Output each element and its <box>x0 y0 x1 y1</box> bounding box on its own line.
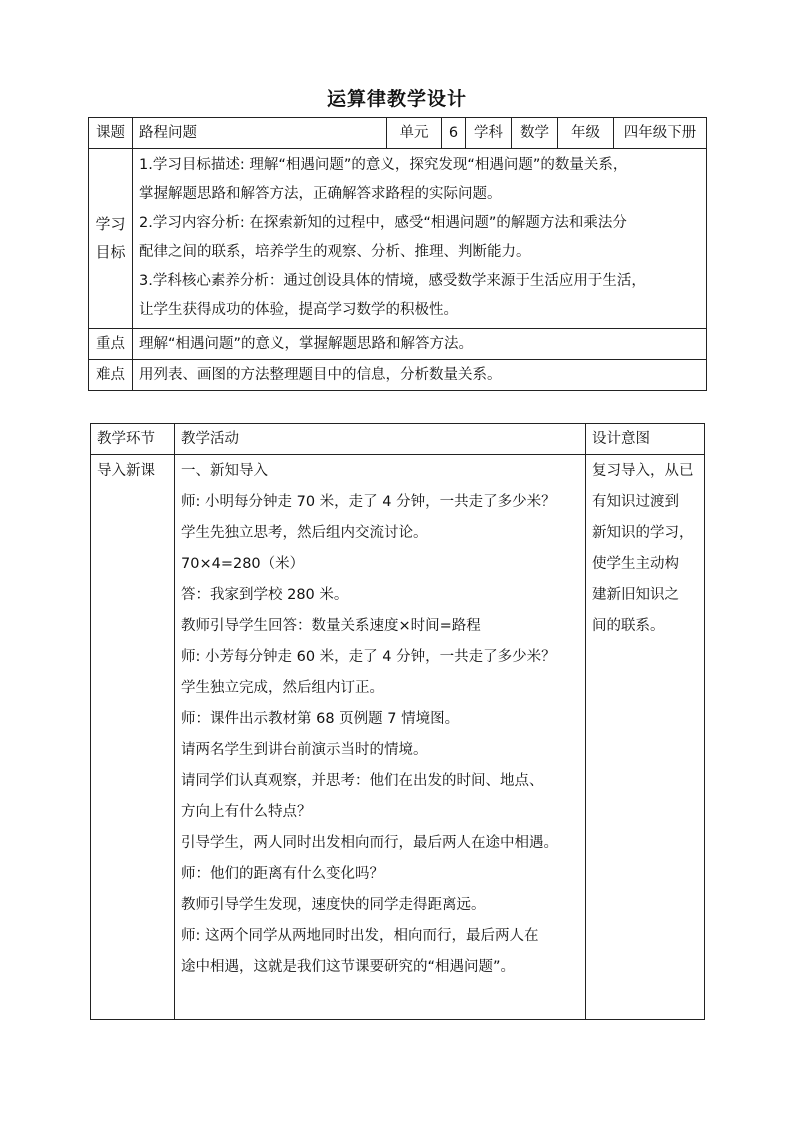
intent-line: 间的联系。 <box>592 618 665 634</box>
activity-line: 学生先独立思考，然后组内交流讨论。 <box>181 525 428 541</box>
intent-line: 建新旧知识之 <box>592 587 679 603</box>
header-activity: 教学活动 <box>175 424 586 455</box>
header-intent: 设计意图 <box>586 424 705 455</box>
goals-line: 2.学习内容分析: 在探索新知的过程中，感受“相遇问题”的解题方法和乘法分 <box>139 215 627 231</box>
goals-content <box>133 149 707 329</box>
difficult-point-value: 用列表、画图的方法整理题目中的信息，分析数量关系。 <box>133 360 707 391</box>
goals-line: 配律之间的联系，培养学生的观察、分析、推理、判断能力。 <box>139 244 531 260</box>
goals-label-text: 学习目标 <box>95 215 126 261</box>
activity-line: 师: 这两个同学从两地同时出发，相向而行，最后两人在 <box>181 928 539 944</box>
intent-line: 复习导入，从已 <box>592 463 694 479</box>
goals-line: 3.学科核心素养分析：通过创设具体的情境，感受数学来源于生活应用于生活， <box>139 273 646 289</box>
activity-line: 70×4=280（米） <box>181 556 305 572</box>
stage-cell: 导入新课 <box>91 455 175 1020</box>
activity-line: 请两名学生到讲台前演示当时的情境。 <box>181 742 428 758</box>
intent-line: 有知识过渡到 <box>592 494 679 510</box>
intent-cell <box>586 455 705 1020</box>
activity-line: 答：我家到学校 280 米。 <box>181 587 349 603</box>
grade-label: 年级 <box>558 118 614 149</box>
activity-line: 教师引导学生回答：数量关系速度×时间=路程 <box>181 618 481 634</box>
goals-line: 让学生获得成功的体验，提高学习数学的积极性。 <box>139 302 458 318</box>
key-point-value: 理解“相遇问题”的意义，掌握解题思路和解答方法。 <box>133 329 707 360</box>
goals-line: 1.学习目标描述: 理解“相遇问题”的意义，探究发现“相遇问题”的数量关系， <box>139 157 628 173</box>
subject-value: 数学 <box>512 118 558 149</box>
document-title: 运算律教学设计 <box>326 88 467 110</box>
activity-line: 教师引导学生发现，速度快的同学走得距离远。 <box>181 897 486 913</box>
activity-line: 途中相遇，这就是我们这节课要研究的“相遇问题”。 <box>181 959 516 975</box>
subject-label: 学科 <box>466 118 512 149</box>
grade-value: 四年级下册 <box>614 118 707 149</box>
key-point-label: 重点 <box>89 329 133 360</box>
activity-line: 一、新知导入 <box>181 463 268 479</box>
activity-line: 方向上有什么特点？ <box>181 804 312 820</box>
topic-value: 路程问题 <box>133 118 387 149</box>
header-stage: 教学环节 <box>91 424 175 455</box>
unit-value: 6 <box>442 118 466 149</box>
unit-label: 单元 <box>387 118 442 149</box>
difficult-point-label: 难点 <box>89 360 133 391</box>
activity-line: 师: 小芳每分钟走 60 米，走了 4 分钟，一共走了多少米？ <box>181 649 556 665</box>
activity-line: 引导学生，两人同时出发相向而行，最后两人在途中相遇。 <box>181 835 558 851</box>
activity-line: 师：他们的距离有什么变化吗？ <box>181 866 384 882</box>
activity-line: 师: 小明每分钟走 70 米，走了 4 分钟，一共走了多少米？ <box>181 494 556 510</box>
goals-label <box>89 149 133 329</box>
topic-label: 课题 <box>89 118 133 149</box>
activity-line: 学生独立完成，然后组内订正。 <box>181 680 384 696</box>
activity-line: 请同学们认真观察，并思考：他们在出发的时间、地点、 <box>181 773 544 789</box>
activity-cell <box>175 455 586 1020</box>
lesson-process-table <box>90 423 705 1020</box>
lesson-info-table <box>88 117 707 391</box>
activity-line: 师：课件出示教材第 68 页例题 7 情境图。 <box>181 711 460 727</box>
intent-line: 新知识的学习， <box>592 525 694 541</box>
goals-line: 掌握解题思路和解答方法，正确解答求路程的实际问题。 <box>139 186 502 202</box>
intent-line: 使学生主动构 <box>592 556 679 572</box>
